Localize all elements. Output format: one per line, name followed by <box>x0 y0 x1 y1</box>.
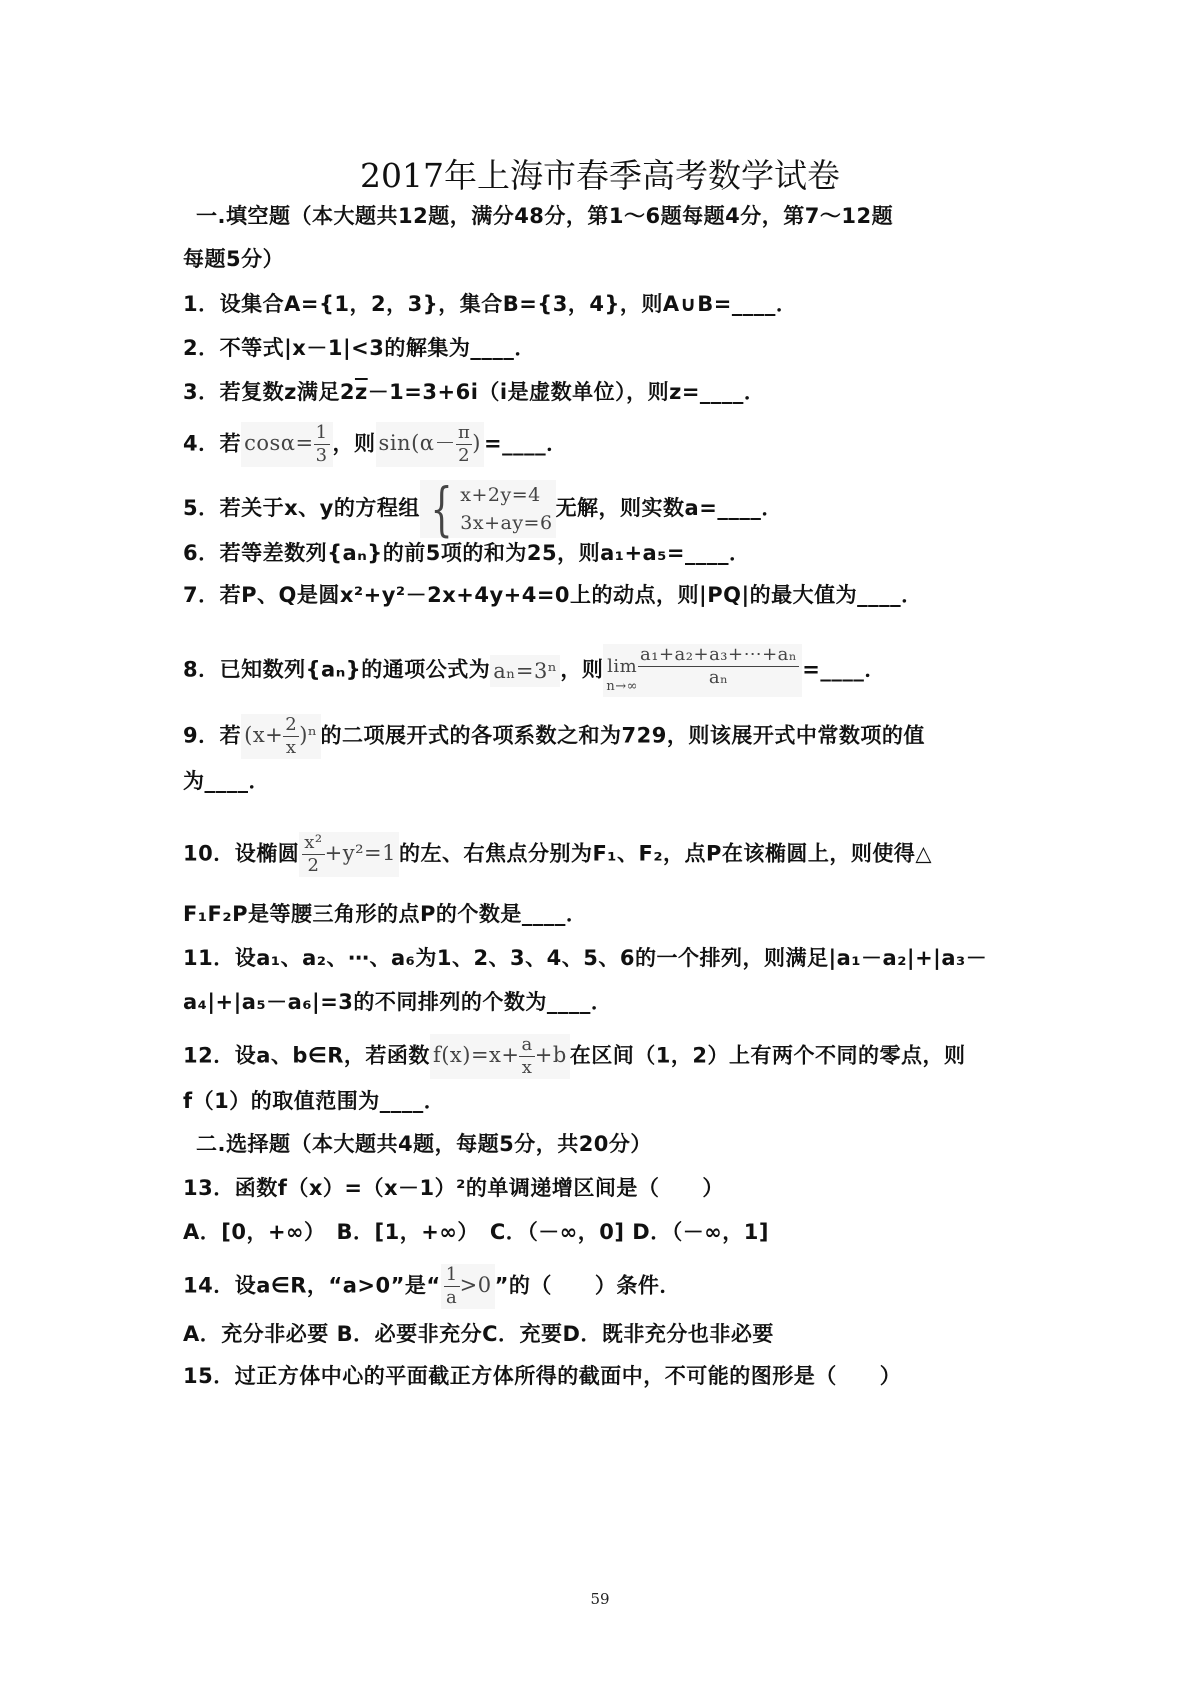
fraction-a-over-x <box>519 1034 534 1079</box>
fraction-one-third <box>314 422 330 467</box>
equation-1: x+2y=4 <box>460 484 541 506</box>
function-head: f(x)=x+ <box>432 1043 520 1067</box>
frac-den: x <box>285 737 297 758</box>
equation-2: 3x+ay=6 <box>460 512 553 534</box>
conj-z: $\overline{z}$ <box>354 380 368 404</box>
frac-num: a₁+a₂+a₃+⋯+aₙ <box>640 644 798 665</box>
question-11-cont: a₄|+|a₅－a₆|=3的不同排列的个数为____． <box>183 990 613 1014</box>
question-13-options: A．[0，+∞） B．[1，+∞） C．（－∞，0] D．（－∞，1] <box>183 1220 769 1244</box>
question-4 <box>183 422 1050 467</box>
q12-pre: 12．设a、b∈R，若函数 <box>183 1043 430 1068</box>
q4-post: =____． <box>484 431 568 456</box>
question-7: 7．若P、Q是圆x²+y²－2x+4y+4=0上的动点，则|PQ|的最大值为____． <box>183 583 923 607</box>
limit-expression <box>603 644 802 697</box>
question-14-options: A．充分非必要 B．必要非充分C．充要D．既非充分也非必要 <box>183 1322 774 1346</box>
question-12 <box>183 1034 1050 1079</box>
q8-mid: ，则 <box>560 657 604 682</box>
function-definition <box>430 1034 570 1079</box>
general-term-formula: aₙ=3ⁿ <box>490 655 560 687</box>
question-14 <box>183 1264 1050 1309</box>
q12-post: 在区间（1，2）上有两个不同的零点，则 <box>569 1043 966 1068</box>
frac-den: x <box>521 1057 533 1078</box>
q9-pre: 9．若 <box>183 723 242 748</box>
left-brace-icon: { <box>430 475 453 543</box>
binomial-close: )ⁿ <box>299 723 318 747</box>
frac-num: π <box>457 422 471 443</box>
function-tail: +b <box>534 1043 567 1067</box>
q8-post: =____． <box>802 657 886 682</box>
sin-formula <box>376 422 484 467</box>
lim-label: lim <box>607 656 638 677</box>
sin-label: sin(α－ <box>378 431 456 455</box>
cos-label: cosα= <box>244 431 314 455</box>
frac-den: aₙ <box>708 667 729 688</box>
fraction-1-over-a <box>444 1264 460 1309</box>
reciprocal-condition <box>441 1264 495 1309</box>
question-1: 1．设集合A={1，2，3}，集合B={3，4}，则A∪B=____． <box>183 292 798 316</box>
ellipse-equation <box>299 832 399 877</box>
frac-den: 2 <box>458 445 471 466</box>
section1-header: 一.填空题（本大题共12题，满分48分，第1～6题每题4分，第7～12题 <box>196 204 894 228</box>
question-11: 11．设a₁、a₂、⋯、a₆为1、2、3、4、5、6的一个排列，则满足|a₁－a₂|+|a₃－ <box>183 946 988 970</box>
reciprocal-compare: >0 <box>459 1273 492 1297</box>
question-6: 6．若等差数列{aₙ}的前5项的和为25，则a₁+a₅=____． <box>183 541 751 565</box>
question-5 <box>183 475 1050 543</box>
question-10-cont: F₁F₂P是等腰三角形的点P的个数是____． <box>183 902 588 926</box>
page-number: 59 <box>590 1590 610 1608</box>
page-title: 2017年上海市春季高考数学试卷 <box>360 156 840 195</box>
question-10 <box>183 832 1050 877</box>
question-8 <box>183 644 1050 697</box>
q10-pre: 10．设椭圆 <box>183 841 300 866</box>
q8-pre: 8．已知数列{aₙ}的通项公式为 <box>183 657 491 682</box>
sin-close: ) <box>472 431 481 455</box>
q14-post: ”的（ ）条件． <box>494 1273 681 1298</box>
frac-num: a <box>521 1034 533 1055</box>
q9-post: 的二项展开式的各项系数之和为729，则该展开式中常数项的值 <box>320 723 925 748</box>
frac-den: 2 <box>307 855 320 876</box>
q5-pre: 5．若关于x、y的方程组 <box>183 496 420 520</box>
q5-post: 无解，则实数a=____． <box>555 496 783 520</box>
section1-header-cont: 每题5分） <box>183 247 285 271</box>
question-12-cont: f（1）的取值范围为____． <box>183 1089 446 1113</box>
fraction-pi-half <box>456 422 472 467</box>
frac-den: a <box>446 1287 458 1308</box>
frac-num: 1 <box>315 422 328 443</box>
cos-formula <box>241 422 332 467</box>
frac-den: 3 <box>315 445 328 466</box>
question-3 <box>183 376 1050 408</box>
q4-mid: ，则 <box>332 431 376 456</box>
lim-subscript: n→∞ <box>606 679 639 694</box>
section2-header: 二.选择题（本大题共4题，每题5分，共20分） <box>196 1132 652 1156</box>
limit-fraction <box>638 644 799 689</box>
q3-pre: 3．若复数z满足2 <box>183 380 355 404</box>
frac-num: 2 <box>285 714 298 735</box>
fraction-x2-over-2 <box>302 832 324 877</box>
fraction-2-over-x <box>283 714 299 759</box>
frac-num: x² <box>304 832 323 853</box>
q14-pre: 14．设a∈R，“a>0”是“ <box>183 1273 441 1298</box>
frac-num: 1 <box>445 1264 458 1285</box>
question-2: 2．不等式|x－1|<3的解集为____． <box>183 336 536 360</box>
question-9 <box>183 714 1050 759</box>
q10-post: 的左、右焦点分别为F₁、F₂，点P在该椭圆上，则使得△ <box>398 841 933 866</box>
question-15: 15．过正方体中心的平面截正方体所得的截面中，不可能的图形是（ ） <box>183 1364 902 1388</box>
q4-pre: 4．若 <box>183 431 242 456</box>
binomial-open: (x+ <box>244 723 284 747</box>
equation-system <box>420 475 556 543</box>
question-13: 13．函数f（x）=（x－1）²的单调递增区间是（ ） <box>183 1176 724 1200</box>
q3-post: －1=3+6i（i是虚数单位），则z=____． <box>367 380 766 404</box>
question-9-cont: 为____． <box>183 769 270 793</box>
limit-operator <box>606 657 638 697</box>
ellipse-rest: +y²=1 <box>324 841 396 865</box>
binomial-expr <box>241 714 320 759</box>
